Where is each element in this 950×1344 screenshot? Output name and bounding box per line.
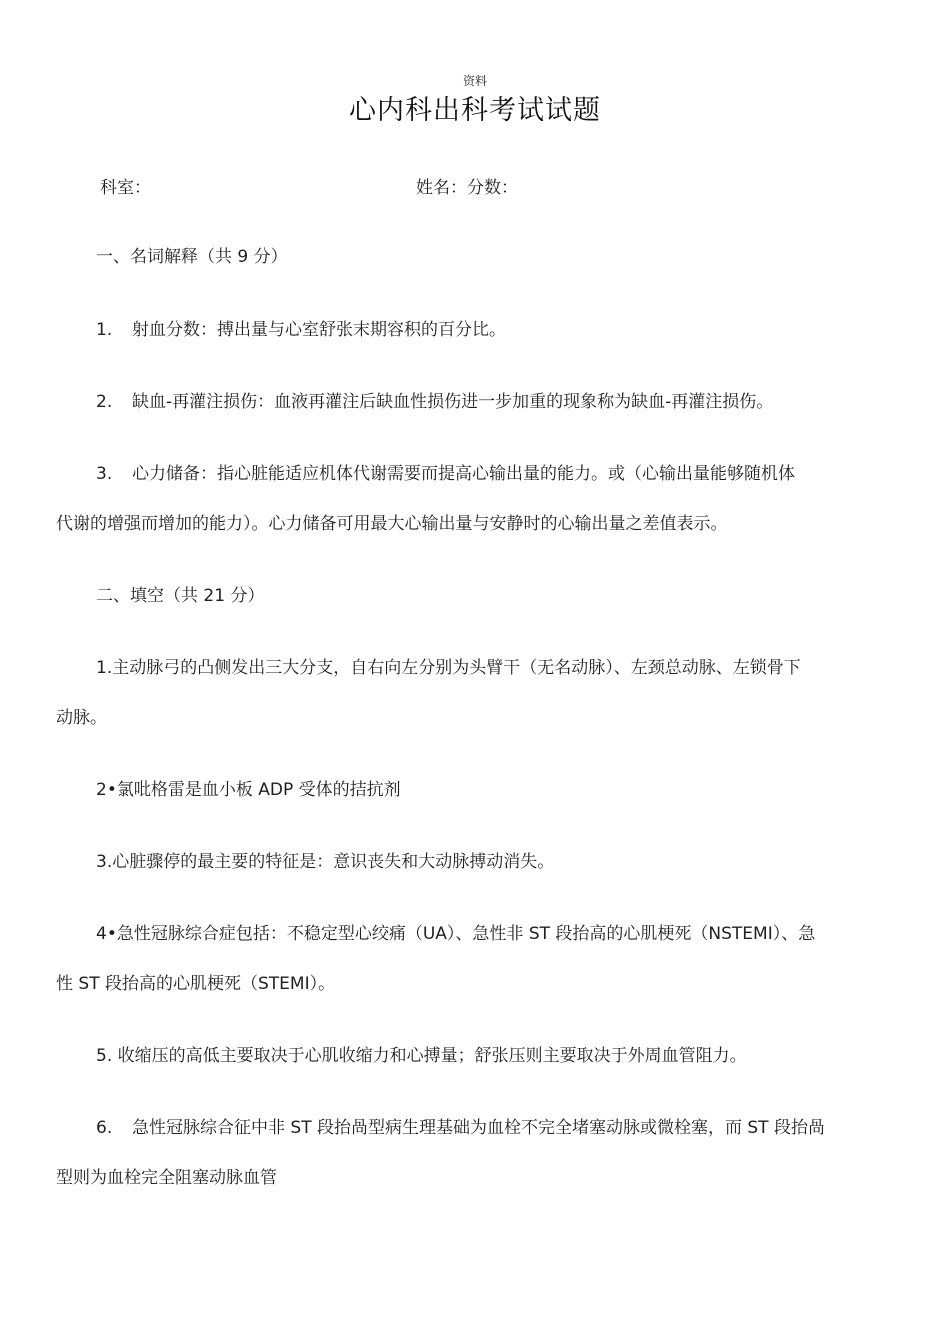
item-text-line1: 3.心脏骤停的最主要的特征是：意识丧失和大动脉搏动消失。 [96,852,555,872]
item-number: 2. [96,392,113,412]
section-heading-definitions: 一、名词解释（共 9 分） [96,247,288,267]
item-number: 6. [96,1118,113,1138]
page-title: 心内科出科考试试题 [349,95,601,126]
section-heading-fill-blank: 二、填空（共 21 分） [96,586,265,606]
item-text-line1: 1.主动脉弓的凸侧发出三大分支，自右向左分别为头臂干（无名动脉）、左颈总动脉、左锁骨下 [96,658,801,678]
item-text: 射血分数：搏出量与心室舒张末期容积的百分比。 [132,320,506,340]
item-text-line2: 性 ST 段抬高的心肌梗死（STEMI）。 [56,974,336,994]
item-text-line1: 急性冠脉综合征中非 ST 段抬咼型病生理基础为血栓不完全堵塞动脉或微栓塞，而 ST 段抬咼 [132,1118,825,1138]
department-field: 科室： [100,178,151,198]
item-text-line1: 心力储备：指心脏能适应机体代谢需要而提高心输出量的能力。或（心输出量能够随机体 [132,464,795,484]
name-score-field: 姓名：分数： [416,178,518,198]
item-number: 3. [96,464,113,484]
item-text-line1: 5. 收缩压的高低主要取决于心肌收缩力和心搏量；舒张压则主要取决于外周血管阻力。 [96,1046,747,1066]
item-text-line1: 4•急性冠脉综合症包括：不稳定型心绞痛（UA）、急性非 ST 段抬高的心肌梗死（NSTEMI）、急 [96,924,816,944]
item-text: 缺血-再灌注损伤：血液再灌注后缺血性损伤进一步加重的现象称为缺血-再灌注损伤。 [132,392,774,412]
item-number: 1. [96,320,113,340]
header-label: 资料 [462,74,487,88]
item-text-line1: 2•氯吡格雷是血小板 ADP 受体的拮抗剂 [96,780,401,800]
item-text-line2: 代谢的增强而增加的能力）。心力储备可用最大心输出量与安静时的心输出量之差值表示。 [56,514,728,534]
item-text-line2: 型则为血栓完全阻塞动脉血管 [56,1168,277,1188]
item-text-line2: 动脉。 [56,708,107,728]
